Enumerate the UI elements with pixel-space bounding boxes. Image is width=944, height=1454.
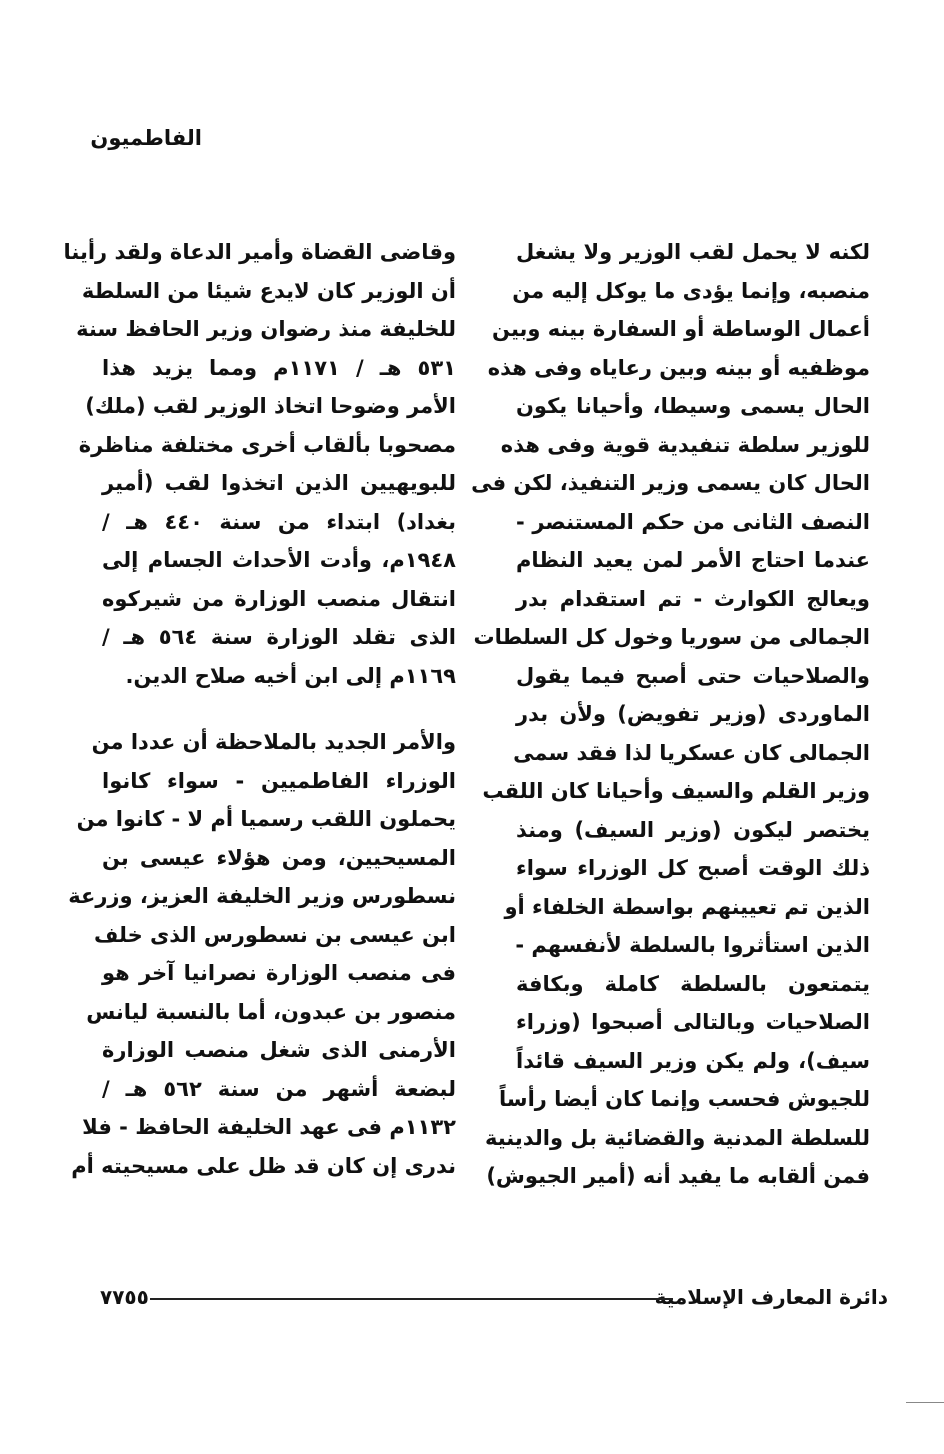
paragraph xyxy=(63,233,457,695)
page-footer xyxy=(100,1282,888,1312)
text-line: يحملون اللقب رسميا أم لا - كانوا من xyxy=(76,807,456,831)
paragraph-gap xyxy=(102,695,456,723)
text-line: ١١٣٢م فى عهد الخليفة الحافظ - فلا xyxy=(82,1115,456,1139)
text-line: الأمر وضوحا اتخاذ الوزير لقب (ملك) xyxy=(85,394,456,418)
text-line: الجمالى من سوريا وخول كل السلطات xyxy=(473,625,870,649)
text-line: ابن عيسى بن نسطورس الذى خلف xyxy=(94,922,456,947)
text-line: مصحوبا بألقاب أخرى مختلفة مناظرة xyxy=(78,432,456,457)
text-line: للسلطة المدنية والقضائية بل والدينية xyxy=(484,1125,870,1150)
text-line: وقاضى القضاة وأمير الدعاة ولقد رأينا xyxy=(63,240,456,264)
text-line: يختصر ليكون (وزير السيف) ومنذ xyxy=(516,817,870,842)
text-line: النصف الثانى من حكم المستنصر - xyxy=(516,509,870,534)
text-line: الحال كان يسمى وزير التنفيذ، لكن فى xyxy=(471,471,870,495)
text-line: الحال يسمى وسيطا، وأحيانا يكون xyxy=(516,394,870,418)
running-head: الفاطميون xyxy=(90,126,202,150)
text-line: ٥٣١ هـ / ١١٧١م ومما يزيد هذا xyxy=(102,355,456,380)
text-line: الوزراء الفاطميين - سواء كانوا xyxy=(102,768,456,793)
text-line: الصلاحيات وبالتالى أصبحوا (وزراء xyxy=(516,1010,870,1034)
text-line: عندما احتاج الأمر لمن يعيد النظام xyxy=(516,548,870,572)
text-line: الجمالى كان عسكريا لذا فقد سمى xyxy=(513,740,870,765)
footer-rule xyxy=(150,1298,673,1300)
text-line: الذين تم تعيينهم بواسطة الخلفاء أو xyxy=(504,894,870,919)
page-number: ٧٧٥٥ xyxy=(100,1285,149,1309)
text-line: للخليفة منذ رضوان وزير الحافظ سنة xyxy=(76,317,456,341)
text-line: منصور بن عبدون، أما بالنسبة ليانس xyxy=(86,999,456,1024)
text-line: موظفيه أو بينه وبين رعاياه وفى هذه xyxy=(487,355,870,380)
text-line: لكنه لا يحمل لقب الوزير ولا يشغل xyxy=(516,240,870,264)
text-line: يتمتعون بالسلطة كاملة وبكافة xyxy=(516,971,870,996)
text-line: والأمر الجديد بالملاحظة أن عددا من xyxy=(91,730,456,754)
text-line: ذلك الوقت أصبح كل الوزراء سواء xyxy=(516,856,870,880)
text-line: ١١٦٩م إلى ابن أخيه صلاح الدين. xyxy=(125,663,456,688)
text-line: للجيوش فحسب وإنما كان أيضا رأساً xyxy=(499,1087,870,1111)
paragraph xyxy=(471,233,870,1196)
text-line: للبويهيين الذين اتخذوا لقب (أمير xyxy=(102,471,456,495)
text-line: ندرى إن كان قد ظل على مسيحيته أم xyxy=(71,1153,456,1178)
text-line: والصلاحيات حتى أصبح فيما يقول xyxy=(516,663,870,688)
text-line: فى منصب الوزارة نصرانيا آخر هو xyxy=(102,961,456,985)
margin-mark xyxy=(906,1402,944,1403)
text-line: المسيحيين، ومن هؤلاء عيسى بن xyxy=(102,845,456,870)
text-line: أعمال الوساطة أو السفارة بينه وبين xyxy=(492,317,870,341)
text-line: الذى تقلد الوزارة سنة ٥٦٤ هـ / xyxy=(102,625,457,649)
text-line: انتقال منصب الوزارة من شيركوه xyxy=(102,586,456,611)
text-line: أن الوزير كان لايدع شيئا من السلطة xyxy=(81,278,456,303)
text-line: نسطورس وزير الخليفة العزيز، وزرعة xyxy=(68,884,456,908)
footer-title: دائرة المعارف الإسلامية xyxy=(654,1285,888,1309)
paragraph xyxy=(68,723,456,1185)
text-line: فمن ألقابه ما يفيد أنه (أمير الجيوش) xyxy=(486,1164,870,1188)
text-line: الذين استأثروا بالسلطة لأنفسهم - xyxy=(515,933,870,957)
text-line: الأرمنى الذى شغل منصب الوزارة xyxy=(102,1038,456,1062)
left-column xyxy=(63,233,457,1185)
text-line: ويعالج الكوارث - تم استقدام بدر xyxy=(516,586,870,611)
text-line: الماوردى (وزير تفويض) ولأن بدر xyxy=(516,702,870,726)
text-line: ١٩٤٨م، وأدت الأحداث الجسام إلى xyxy=(102,548,456,572)
text-line: للوزير سلطة تنفيدية قوية وفى هذه xyxy=(500,432,870,457)
text-line: وزير القلم والسيف وأحيانا كان اللقب xyxy=(482,779,870,803)
text-line: بغداد) ابتداء من سنة ٤٤٠ هـ / xyxy=(102,509,457,534)
text-line: سيف)، ولم يكن وزير السيف قائداً xyxy=(516,1048,870,1073)
text-line: لبضعة أشهر من سنة ٥٦٢ هـ / xyxy=(102,1076,456,1101)
text-line: منصبه، وإنما يؤدى ما يوكل إليه من xyxy=(512,278,870,303)
right-column xyxy=(471,233,870,1196)
